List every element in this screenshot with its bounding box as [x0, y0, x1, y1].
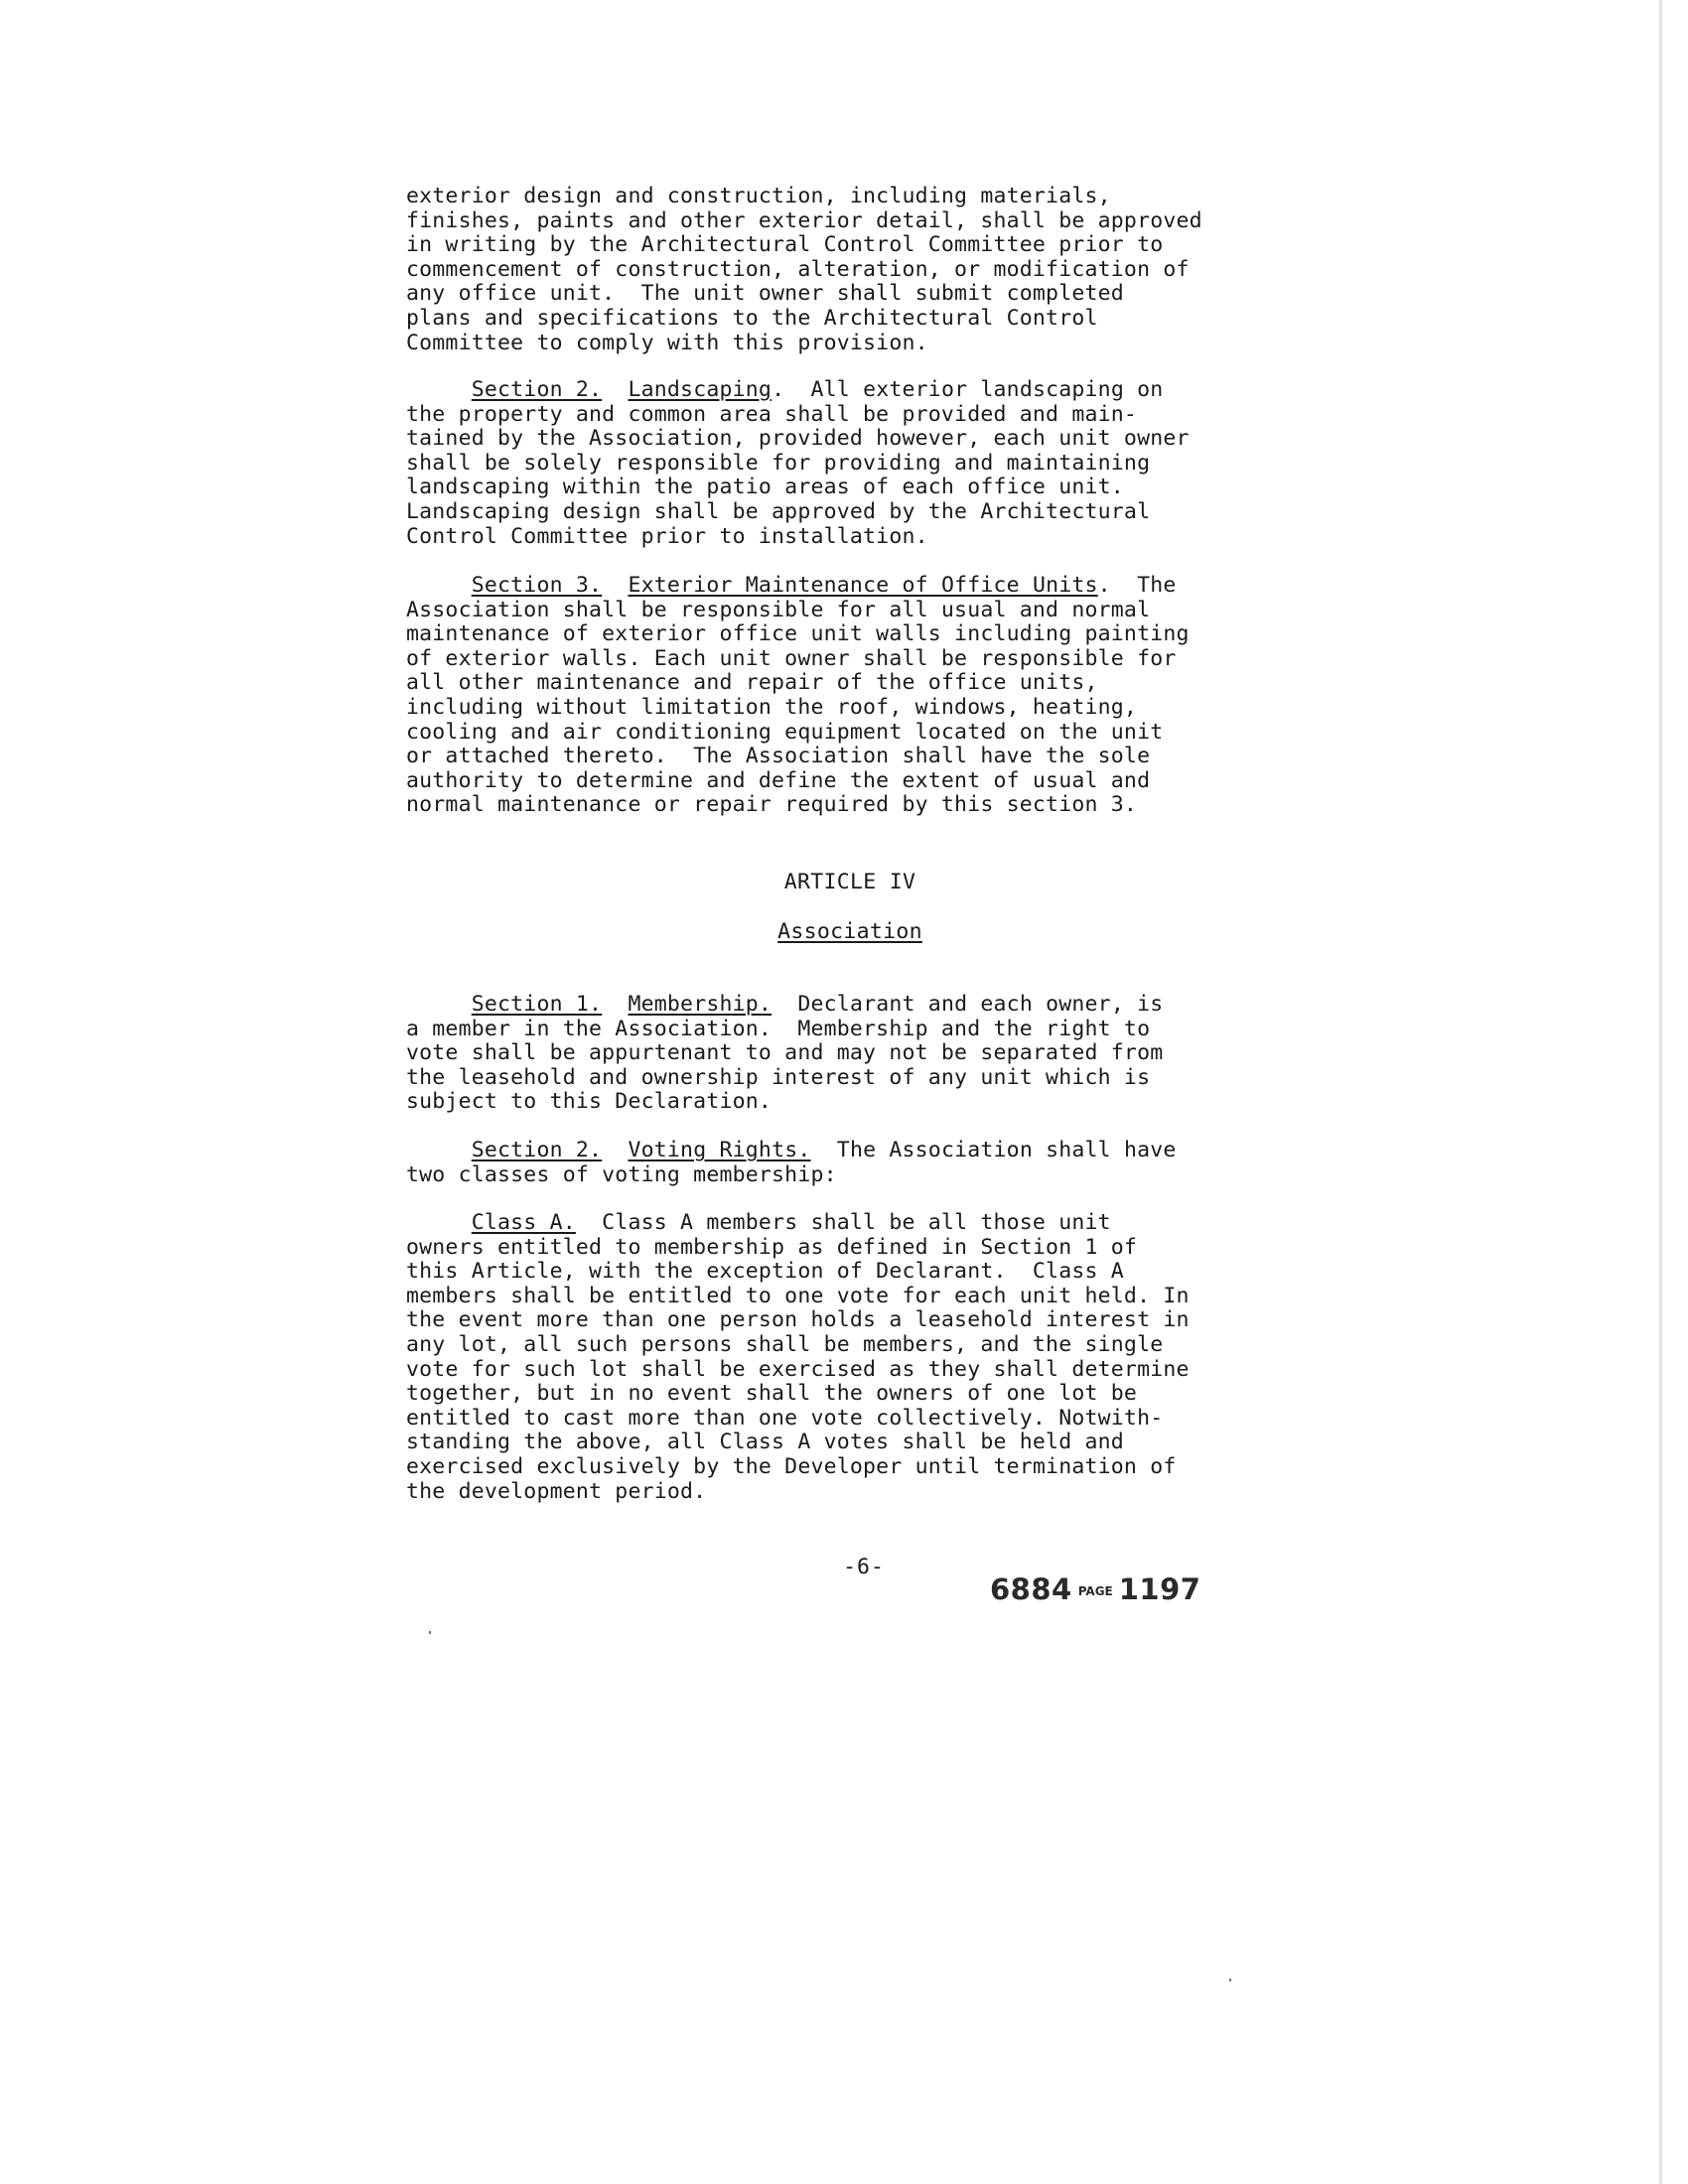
section-first-line	[406, 378, 1300, 403]
book-page-number: 1197	[1118, 1572, 1201, 1606]
article-title: Association	[777, 919, 922, 944]
text-line: entitled to cast more than one vote collectively. Notwith-	[406, 1405, 1164, 1431]
section-first-line	[406, 993, 1300, 1018]
text-line: vote shall be appurtenant to and may not be separated from	[406, 1040, 1164, 1066]
section-first-line	[406, 1139, 1300, 1163]
section-first-line-text: . The	[1097, 573, 1177, 598]
page-number: -6-	[843, 1555, 885, 1579]
class-label: Class A.	[471, 1210, 576, 1235]
section-first-line-text: Declarant and each owner, is	[772, 992, 1164, 1017]
section-title: Exterior Maintenance of Office Units	[628, 573, 1098, 598]
text-line: exercised exclusively by the Developer until termination of	[406, 1453, 1177, 1479]
text-line: finishes, paints and other exterior detail, shall be approved	[406, 207, 1202, 233]
text-line: Landscaping design shall be approved by the Architectural	[406, 498, 1151, 524]
text-line: any office unit. The unit owner shall submit completed	[406, 281, 1124, 307]
text-line: together, but in no event shall the owners of one lot be	[406, 1381, 1138, 1407]
text-line: landscaping within the patio areas of each office unit.	[406, 475, 1124, 500]
text-line: cooling and air conditioning equipment located on the unit	[406, 719, 1164, 745]
section-title: Landscaping	[628, 377, 773, 402]
text-line: shall be solely responsible for providing and maintaining	[406, 450, 1151, 476]
text-line: all other maintenance and repair of the office units,	[406, 670, 1098, 696]
section-voting	[406, 1139, 1300, 1187]
text-line: the leasehold and ownership interest of any unit which is	[406, 1064, 1151, 1090]
text-line: vote for such lot shall be exercised as they shall determine	[406, 1356, 1190, 1382]
text-line: exterior design and construction, including materials,	[406, 184, 1111, 208]
book-number: 6884	[990, 1572, 1072, 1606]
section-membership	[406, 993, 1300, 1115]
book-page-stamp	[990, 1572, 1200, 1606]
section-maintenance	[406, 574, 1300, 818]
text-line: authority to determine and define the extent of usual and	[406, 767, 1151, 793]
text-line: normal maintenance or repair required by this section 3.	[406, 792, 1138, 818]
section-label: Section 3.	[471, 573, 603, 598]
article-number: ARTICLE IV	[783, 870, 916, 894]
text-line: the property and common area shall be provided and main-	[406, 401, 1138, 427]
section-title: Voting Rights.	[628, 1138, 811, 1162]
article-title-wrap	[406, 919, 1294, 945]
text-line: plans and specifications to the Architectural Control	[406, 305, 1098, 331]
section-first-line-text: Class A members shall be all those unit	[575, 1210, 1111, 1235]
text-line: commencement of construction, alteration, or modification of	[406, 256, 1190, 282]
section-first-line-text: . All exterior landscaping on	[772, 377, 1164, 402]
scan-page-edge	[1659, 0, 1662, 2184]
text-line: standing the above, all Class A votes shall be held and	[406, 1430, 1124, 1455]
text-line: including without limitation the roof, windows, heating,	[406, 694, 1138, 720]
scan-speck	[429, 1631, 431, 1634]
text-line: any lot, all such persons shall be members, and the single	[406, 1331, 1164, 1357]
text-line: of exterior walls. Each unit owner shall be responsible for	[406, 645, 1177, 671]
text-line: members shall be entitled to one vote for each unit held. In	[406, 1283, 1190, 1308]
scan-speck	[1229, 1979, 1231, 1981]
text-line: the event more than one person holds a leasehold interest in	[406, 1307, 1190, 1333]
text-line: Control Committee prior to installation.	[406, 523, 928, 549]
section-first-line	[406, 1211, 1300, 1236]
text-line: maintenance of exterior office unit walls including painting	[406, 621, 1190, 647]
text-line: Committee to comply with this provision.	[406, 330, 928, 355]
text-line: two classes of voting membership:	[406, 1161, 837, 1187]
text-line: Association shall be responsible for all usual and normal	[406, 597, 1151, 622]
section-label: Section 2.	[471, 1138, 603, 1162]
text-line: this Article, with the exception of Declarant. Class A	[406, 1259, 1124, 1285]
text-line: a member in the Association. Membership and the right to	[406, 1016, 1151, 1041]
section-title: Membership.	[628, 992, 773, 1017]
text-line: or attached thereto. The Association shall have the sole	[406, 744, 1151, 769]
paragraph-continued	[406, 185, 1300, 355]
section-label: Section 1.	[471, 992, 603, 1017]
text-line: subject to this Declaration.	[406, 1089, 773, 1115]
section-first-line	[406, 574, 1300, 599]
text-line: in writing by the Architectural Control Committee prior to	[406, 232, 1164, 258]
class-a	[406, 1211, 1300, 1504]
section-label: Section 2.	[471, 377, 603, 402]
text-line: tained by the Association, provided however, each unit owner	[406, 426, 1190, 452]
section-landscaping	[406, 378, 1300, 549]
book-page-label: PAGE	[1077, 1584, 1113, 1598]
text-line: the development period.	[406, 1478, 707, 1504]
text-line: owners entitled to membership as defined in Section 1 of	[406, 1234, 1138, 1260]
section-first-line-text: The Association shall have	[810, 1138, 1177, 1162]
